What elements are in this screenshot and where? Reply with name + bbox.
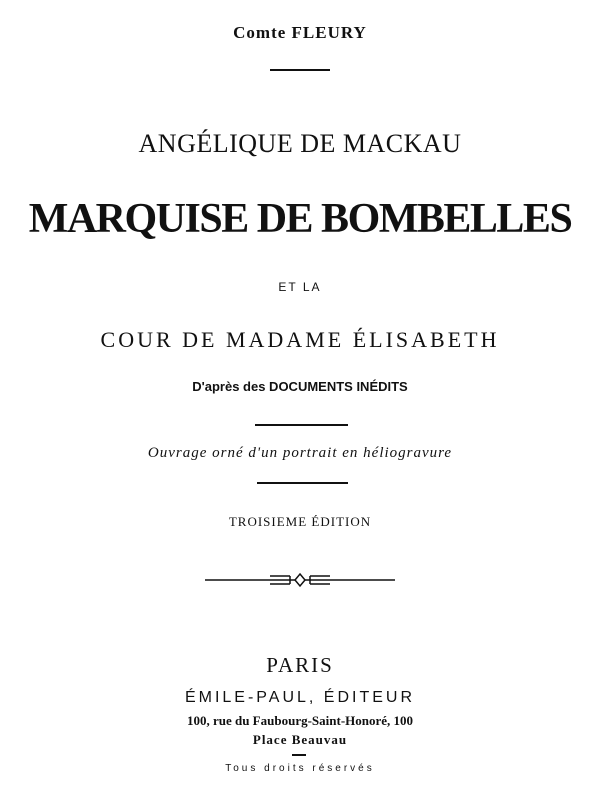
title-line-1: ANGÉLIQUE DE MACKAU [138, 129, 462, 158]
author: Comte FLEURY [233, 23, 367, 42]
main-title: MARQUISE DE BOMBELLES [28, 196, 572, 242]
place: Place Beauvau [252, 732, 348, 747]
divider [270, 69, 330, 71]
edition: TROISIEME ÉDITION [228, 514, 372, 529]
rights-notice: Tous droits réservés [225, 763, 375, 774]
title-line-3: COUR DE MADAME ÉLISABETH [100, 327, 500, 352]
divider [255, 424, 348, 426]
subtitle: D'après des DOCUMENTS INÉDITS [192, 379, 408, 394]
publisher: ÉMILE-PAUL, ÉDITEUR [184, 689, 416, 706]
address: 100, rue du Faubourg-Saint-Honoré, 100 [186, 713, 414, 728]
city: PARIS [266, 653, 334, 677]
connector: ET LA [278, 280, 322, 294]
divider [257, 482, 348, 484]
illustration-note: Ouvrage orné d'un portrait en héliogravure [147, 445, 453, 461]
ornament-divider-icon [200, 572, 400, 588]
divider [292, 754, 306, 756]
